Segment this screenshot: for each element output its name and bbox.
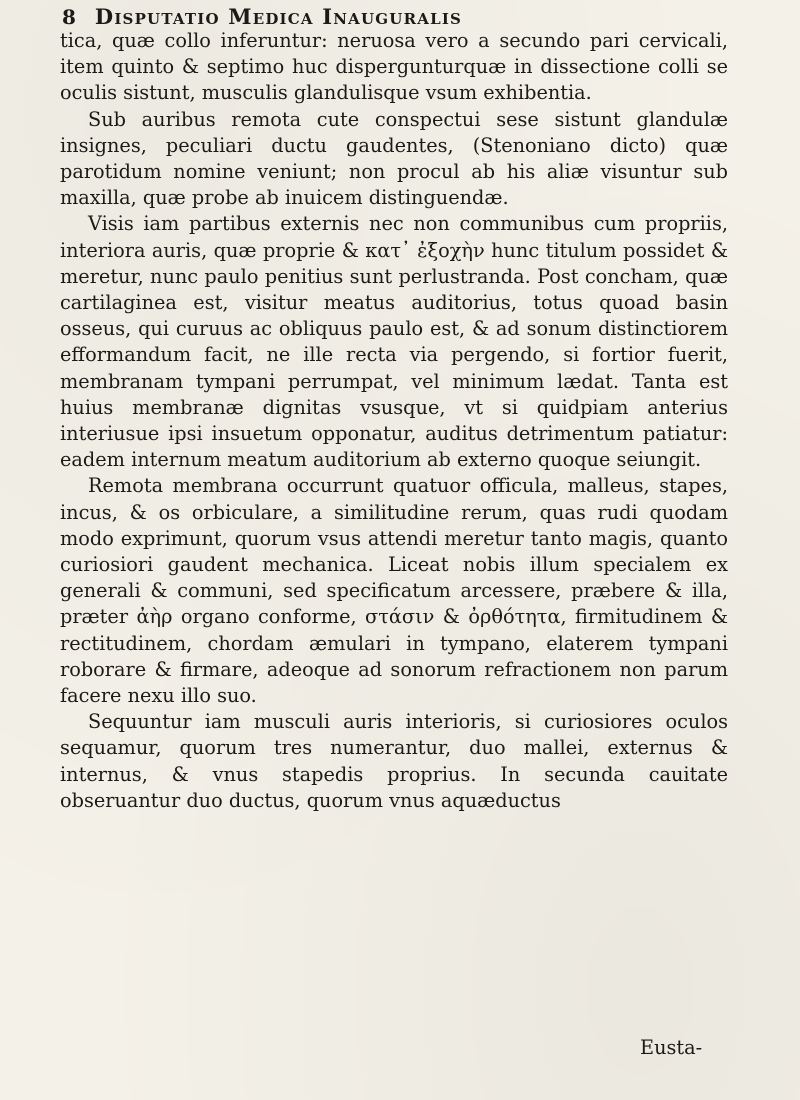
paragraph-muscles: Sequuntur iam musculi auris interioris, si curiosiores oculos sequamur, quorum tres numerantur, duo mallei, externus & internus, & vnus stapedis proprius. In secunda cauitate obseruantur duo ductus, quorum vnus aquæductus	[60, 710, 728, 812]
paragraph-continuation: tica, quæ collo inferuntur: neruosa vero a secundo pari cervicali, item quinto & septimo huc dispergunturquæ in dissectione colli se oculis sistunt, musculis glandulisque vsum exhibentia.	[60, 29, 728, 105]
body-text	[60, 28, 728, 814]
page-number: 8	[62, 5, 77, 29]
paragraph-inner-ear: Visis iam partibus externis nec non communibus cum propriis, interiora auris, quæ proprie & κατ᾽ ἐξοχὴν hunc titulum possidet & meretur, nunc paulo penitius sunt perlustranda. Post concham, quæ cartilaginea est, visitur meatus auditorius, totus quoad basin osseus, qui curuus ac obliquus paulo est, & ad sonum distinctiorem efformandum facit, ne ille recta via pergendo, si fortior fuerit, membranam tympani perrumpat, vel minimum lædat. Tanta est huius membranæ dignitas vsusque, vt si quidpiam anterius interiusue ipsi insuetum opponatur, auditus detrimentum patiatur: eadem internum meatum auditorium ab externo quoque seiungit.	[60, 212, 728, 472]
paragraph-ossicles: Remota membrana occurrunt quatuor officula, malleus, stapes, incus, & os orbiculare, a similitudine rerum, quas rudi quodam modo exprimunt, quorum vsus attendi meretur tanto magis, quanto curiosiori gaudent mechanica. Liceat nobis illum specialem ex generali & communi, sed specificatum arcessere, præbere & illa, præter ἀὴρ organo conforme, στάσιν & ὀρθότητα, firmitudinem & rectitudinem, chordam æmulari in tympano, elaterem tympani roborare & firmare, adeoque ad sonorum refractionem non parum facere nexu illo suo.	[60, 474, 728, 708]
catchword: Eusta-	[640, 1036, 703, 1059]
paragraph-parotid-glands: Sub auribus remota cute conspectui sese sistunt glandulæ insignes, peculiari ductu gaudentes, (Stenoniano dicto) quæ parotidum nomine veniunt; non procul ab his aliæ visuntur sub maxilla, quæ probe ab inuicem distinguendæ.	[60, 107, 728, 210]
running-title: Disputatio Medica Inauguralis	[94, 4, 463, 29]
